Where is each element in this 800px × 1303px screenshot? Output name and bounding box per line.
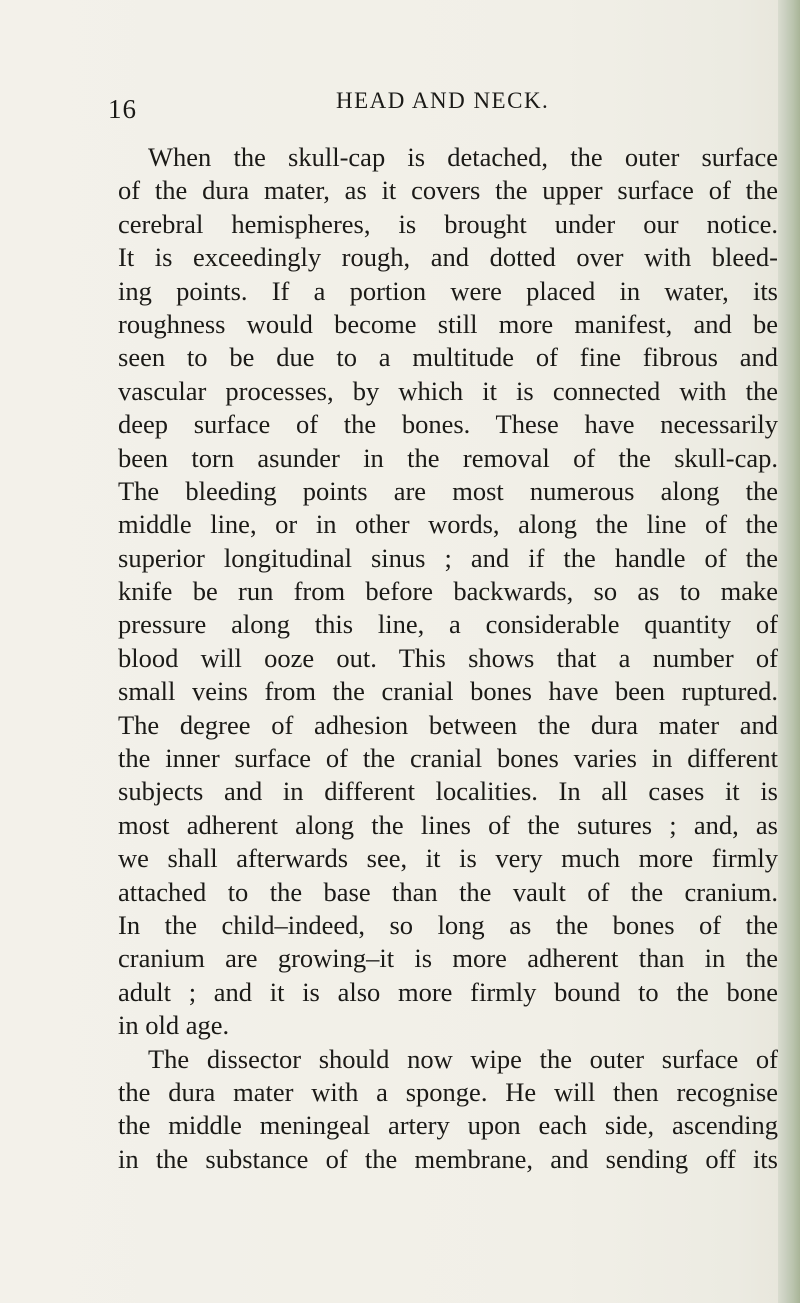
text-line: small veins from the cranial bones have been ruptured. bbox=[118, 676, 778, 707]
page-number: 16 bbox=[108, 94, 137, 124]
text-line: cerebral hemispheres, is brought under our notice. bbox=[118, 208, 778, 239]
text-line: seen to be due to a multitude of fine fibrous and bbox=[118, 342, 778, 373]
text-line: roughness would become still more manifest, and be bbox=[118, 308, 778, 339]
text-line: attached to the base than the vault of the cranium. bbox=[118, 876, 778, 907]
text-line: pressure along this line, a considerable quantity of bbox=[118, 609, 778, 640]
text-line: blood will ooze out. This shows that a number of bbox=[118, 642, 778, 673]
body-text bbox=[118, 141, 778, 1176]
text-line: the inner surface of the cranial bones varies in different bbox=[118, 743, 778, 774]
text-line: deep surface of the bones. These have necessarily bbox=[118, 409, 778, 440]
text-line: When the skull-cap is detached, the outer surface bbox=[148, 142, 778, 172]
text-line: The dissector should now wipe the outer surface of bbox=[148, 1043, 778, 1074]
text-line: superior longitudinal sinus ; and if the handle of the bbox=[118, 542, 778, 573]
text-line: adult ; and it is also more firmly bound to the bone bbox=[118, 976, 778, 1007]
text-line: middle line, or in other words, along the line of the bbox=[118, 509, 778, 540]
text-line: the dura mater with a sponge. He will then recognise bbox=[118, 1076, 778, 1107]
text-line: the middle meningeal artery upon each side, ascending bbox=[118, 1110, 778, 1141]
page-edge bbox=[778, 0, 800, 1303]
text-line: subjects and in different localities. In all cases it is bbox=[118, 776, 778, 807]
text-line: knife be run from before backwards, so as to make bbox=[118, 576, 778, 607]
running-head: HEAD AND NECK. bbox=[336, 88, 550, 113]
text-line: cranium are growing–it is more adherent than in the bbox=[118, 943, 778, 974]
text-line: most adherent along the lines of the sutures ; and, as bbox=[118, 809, 778, 840]
text-line: ing points. If a portion were placed in water, its bbox=[118, 275, 778, 306]
text-line: been torn asunder in the removal of the skull-cap. bbox=[118, 442, 778, 473]
text-line: in old age. bbox=[118, 1010, 230, 1041]
text-line: The degree of adhesion between the dura mater and bbox=[118, 709, 778, 740]
text-line: in the substance of the membrane, and sending off its bbox=[118, 1143, 778, 1174]
text-line: It is exceedingly rough, and dotted over with bleed- bbox=[118, 242, 778, 273]
text-line: we shall afterwards see, it is very much more firmly bbox=[118, 843, 778, 874]
text-line: of the dura mater, as it covers the upper surface of the bbox=[118, 175, 778, 206]
text-line: The bleeding points are most numerous along the bbox=[118, 475, 778, 506]
text-line: In the child–indeed, so long as the bones of the bbox=[118, 909, 778, 940]
text-line: vascular processes, by which it is connected with the bbox=[118, 375, 778, 406]
